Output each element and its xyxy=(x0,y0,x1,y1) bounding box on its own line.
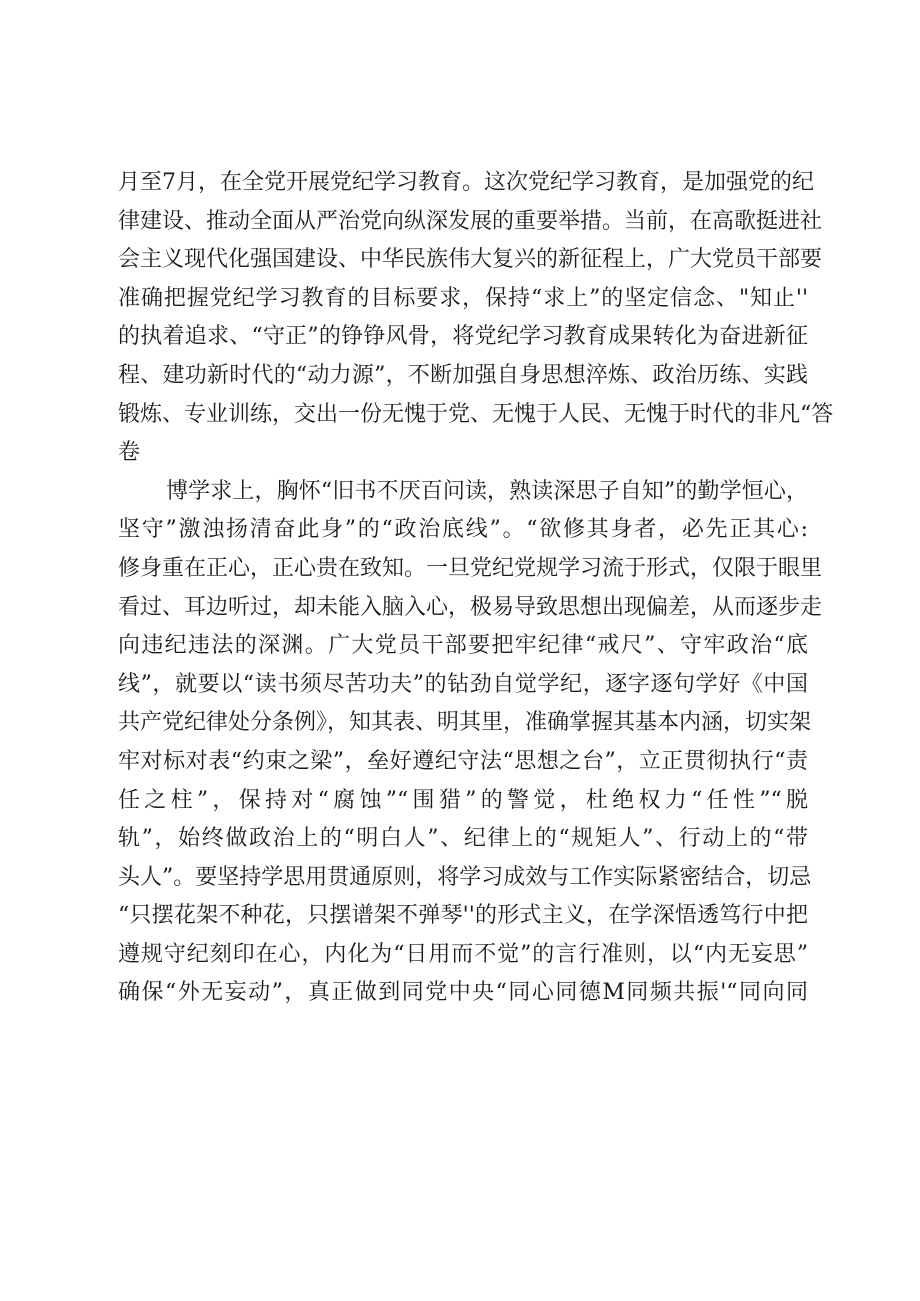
text-line: 轨”，始终做政治上的“明白人”、纪律上的“规矩人”、行动上的“带 xyxy=(118,826,809,852)
text-line: 卷 xyxy=(118,440,141,466)
text-line: 牢对标对表“约束之梁”，垒好遵纪守法“思想之台”，立正贯彻执行“责 xyxy=(118,748,808,774)
text-line: 的执着追求、“守正”的铮铮风骨，将党纪学习教育成果转化为奋进新征 xyxy=(118,324,808,350)
text-line: 头人”。要坚持学思用贯通原则，将学习成效与工作实际紧密结合，切忌 xyxy=(118,864,812,890)
text-line: 看过、耳边听过，却未能入脑入心，极易导致思想出现偏差，从而逐步走 xyxy=(118,594,823,620)
paragraph-1 xyxy=(118,164,834,473)
text-line: 会主义现代化强国建设、中华民族伟大复兴的新征程上，广大党员干部要 xyxy=(118,247,823,273)
text-line: 线”，就要以“读书须尽苦功夫”的钻劲自觉学纪，逐字逐句学好《中国 xyxy=(118,671,808,697)
text-line: 博学求上，胸怀“旧书不厌百问读，熟读深思子自知”的勤学恒心， xyxy=(166,478,808,504)
text-line: 月至7月，在全党开展党纪学习教育。这次党纪学习教育，是加强党的纪 xyxy=(118,170,814,195)
text-line: 律建设、推动全面从严治党向纵深发展的重要举措。当前，在高歌挺进社 xyxy=(118,208,823,234)
text-line: 任之柱”，保持对“腐蚀”“围猎”的警觉，杜绝权力“任性”“脱 xyxy=(118,787,808,813)
text-line: 准确把握党纪学习教育的目标要求，保持“求上”的坚定信念、"知止'' xyxy=(118,285,808,311)
paragraph-2 xyxy=(118,473,823,1013)
text-line: 修身重在正心，正心贵在致知。一旦党纪党规学习流于形式，仅限于眼里 xyxy=(118,555,823,581)
text-line: 程、建功新时代的“动力源”，不断加强自身思想淬炼、政治历练、实践 xyxy=(118,362,808,388)
body-text xyxy=(118,164,834,1013)
text-line: 坚守”激浊扬清奋此身”的“政治底线”。“欲修其身者，必先正其心: xyxy=(118,517,808,543)
text-line: “只摆花架不种花，只摆谱架不弹琴''的形式主义，在学深悟透笃行中把 xyxy=(118,903,808,929)
text-line: 向违纪违法的深渊。广大党员干部要把牢纪律“戒尺”、守牢政治“底 xyxy=(118,633,808,659)
text-line: 锻炼、专业训练，交出一份无愧于党、无愧于人民、无愧于时代的非凡“答 xyxy=(118,401,834,427)
text-line: 遵规守纪刻印在心，内化为“日用而不觉”的言行准则，以“内无妄思” xyxy=(118,941,808,967)
text-line: 确保“外无妄动”，真正做到同党中央“同心同德M同频共振'“同向同 xyxy=(118,980,808,1006)
text-line: 共产党纪律处分条例》，知其表、明其里，准确掌握其基本内涵，切实架 xyxy=(118,710,812,736)
